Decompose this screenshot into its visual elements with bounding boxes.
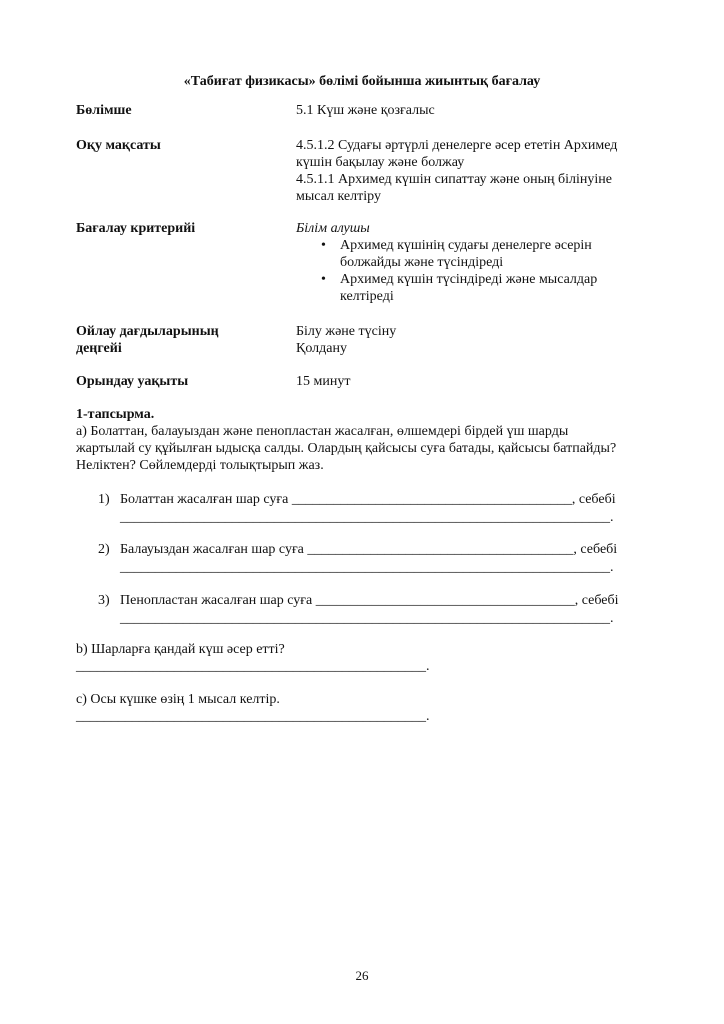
part-b-answer-line[interactable]: __________________________________________________.: [76, 659, 430, 674]
objective-line: 4.5.1.1 Архимед күшін сипаттау және оның білінуіне: [296, 172, 612, 187]
part-c-answer-line[interactable]: __________________________________________________.: [76, 709, 430, 724]
item-answer-line[interactable]: ______________________________________________________________________.: [120, 510, 614, 525]
item-answer-line[interactable]: ______________________________________________________________________.: [120, 611, 614, 626]
task-intro-line: Неліктен? Сөйлемдерді толықтырып жаз.: [76, 458, 324, 473]
page-number: 26: [355, 968, 369, 983]
meta-label-assessment-criteria: Бағалау критерийі: [76, 221, 196, 236]
level-line: Қолдану: [296, 341, 347, 356]
meta-label-thinking-level: [76, 323, 276, 357]
label-line: Ойлау дағдыларының: [76, 324, 219, 339]
criteria-item: [296, 237, 640, 271]
task-part-c: [76, 691, 656, 725]
part-c-question: c) Осы күшке өзің 1 мысал келтір.: [76, 692, 280, 707]
objective-line: күшін бақылау және болжау: [296, 155, 465, 170]
criteria-line: болжайды және түсіндіреді: [340, 255, 504, 270]
task-heading: 1-тапсырма.: [76, 407, 155, 422]
level-line: Білу және түсіну: [296, 324, 397, 339]
criteria-line: Архимед күшін түсіндіреді және мысалдар: [340, 272, 598, 287]
page-title: «Табиғат физикасы» бөлімі бойынша жиынтық бағалау: [183, 74, 541, 89]
label-line: деңгейі: [76, 341, 122, 356]
task-part-b: [76, 641, 656, 675]
learner-label: Білім алушы: [296, 221, 370, 236]
meta-value-learning-objective: [296, 137, 666, 205]
part-b-question: b) Шарларға қандай күш әсер етті?: [76, 642, 285, 657]
task-block: [76, 406, 656, 474]
item-answer-line[interactable]: ______________________________________________________________________.: [120, 560, 614, 575]
item-sentence[interactable]: Болаттан жасалған шар суға ________________________________________, себебі: [120, 492, 616, 507]
bullet-icon: •: [321, 238, 326, 253]
meta-value-thinking-level: [296, 323, 666, 357]
criteria-line: келтіреді: [340, 289, 394, 304]
criteria-line: Архимед күшінің судағы денелерге әсерін: [340, 238, 592, 253]
item-sentence[interactable]: Пенопластан жасалған шар суға _____________________________________, себебі: [120, 593, 619, 608]
meta-value-duration: 15 минут: [296, 374, 351, 389]
meta-value-assessment-criteria: [296, 220, 666, 305]
criteria-list: [296, 237, 666, 305]
item-number: 2): [98, 542, 110, 557]
objective-line: мысал келтіру: [296, 189, 381, 204]
objective-line: 4.5.1.2 Судағы әртүрлі денелерге әсер ететін Архимед: [296, 138, 618, 153]
criteria-item: [296, 271, 640, 305]
bullet-icon: •: [321, 272, 326, 287]
meta-label-section: Бөлімше: [76, 103, 132, 118]
item-sentence[interactable]: Балауыздан жасалған шар суға ______________________________________, себебі: [120, 542, 618, 557]
item-number: 3): [98, 593, 110, 608]
item-number: 1): [98, 492, 110, 507]
task-intro-line: a) Болаттан, балауыздан және пенопластан жасалған, өлшемдері бірдей үш шарды: [76, 424, 569, 439]
task-intro-line: жартылай су құйылған ыдысқа салды. Олардың қайсысы суға батады, қайсысы батпайды?: [76, 441, 617, 456]
meta-value-section: 5.1 Күш және қозғалыс: [296, 103, 435, 118]
meta-label-learning-objective: Оқу мақсаты: [76, 138, 161, 153]
meta-label-duration: Орындау уақыты: [76, 374, 189, 389]
